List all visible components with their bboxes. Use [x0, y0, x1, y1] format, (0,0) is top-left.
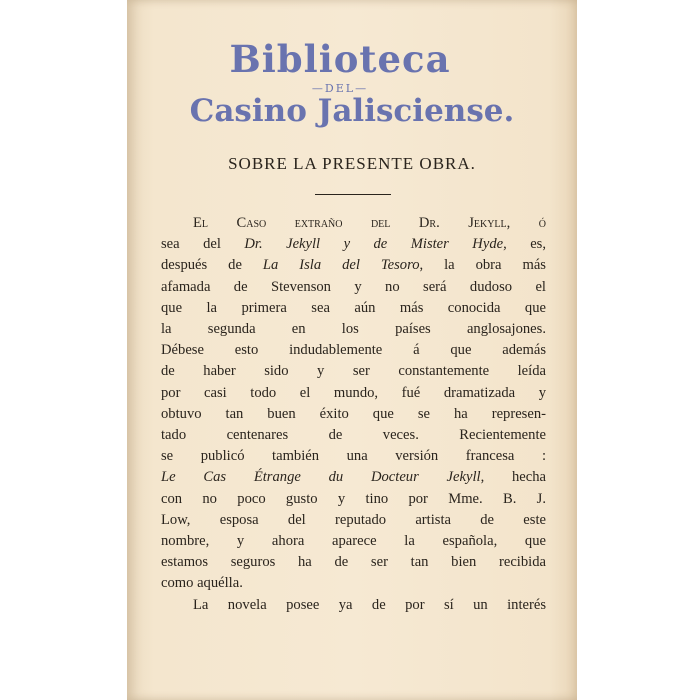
text-line — [161, 255, 546, 276]
text-line — [161, 234, 546, 255]
text-line: con no poco gusto y tino por Mme. B. J. — [161, 490, 546, 507]
text-line: Débese esto indudablemente á que además — [161, 342, 546, 359]
text-segment: , la obra más — [419, 257, 546, 274]
text-segment: , hecha — [480, 469, 546, 486]
text-line: afamada de Stevenson y no será dudoso el — [161, 278, 546, 295]
text-line: tado centenares de veces. Recientemente — [161, 427, 546, 444]
text-line: obtuvo tan buen éxito que se ha represen- — [161, 405, 546, 422]
text-segment: sea del — [161, 236, 245, 253]
text-line: La novela posee ya de por sí un interés — [193, 596, 546, 613]
text-line: que la primera sea aún más conocida que — [161, 299, 546, 316]
library-stamp-name: Casino Jalisciense. — [189, 93, 515, 129]
text-segment: , es, — [503, 236, 547, 253]
italic-title: Le Cas Étrange du Docteur Jekyll — [161, 469, 481, 486]
italic-title: Dr. Jekyll y de Mister Hyde — [244, 236, 504, 253]
library-stamp-title: Biblioteca — [229, 37, 451, 81]
heading-divider — [315, 194, 391, 195]
text-line: estamos seguros ha de ser tan bien recibida — [161, 554, 546, 571]
text-line — [161, 467, 546, 488]
text-line: Low, esposa del reputado artista de este — [161, 511, 546, 528]
book-page — [127, 0, 577, 700]
text-line: nombre, y ahora aparece la española, que — [161, 533, 546, 550]
text-line: por casi todo el mundo, fué dramatizada y — [161, 384, 546, 401]
body-paragraph — [161, 213, 546, 616]
text-line: se publicó también una versión francesa : — [161, 448, 546, 465]
library-stamp-del: —DEL— — [311, 82, 369, 95]
italic-title: La Isla del Tesoro — [262, 257, 420, 274]
text-line: como aquélla. — [161, 575, 243, 592]
section-heading: SOBRE LA PRESENTE OBRA. — [228, 154, 476, 173]
text-segment: después de — [161, 257, 263, 274]
text-line: de haber sido y ser constantemente leída — [161, 363, 546, 380]
text-line: la segunda en los países anglosajones. — [161, 321, 546, 338]
text-line: El Caso extraño del Dr. Jekyll, ó — [193, 215, 546, 231]
